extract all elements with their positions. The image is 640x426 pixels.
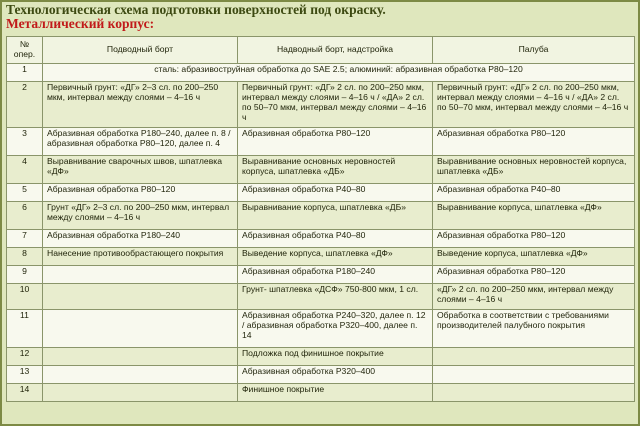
cell-underwater	[43, 284, 238, 310]
cell-deck: Абразивная обработка Р40–80	[433, 184, 635, 202]
row-number: 2	[7, 82, 43, 128]
table-row	[7, 248, 635, 266]
cell-underwater: Нанесение противообрастающего покрытия	[43, 248, 238, 266]
table-row	[7, 156, 635, 184]
row-number: 10	[7, 284, 43, 310]
cell-underwater	[43, 366, 238, 384]
cell-deck: Выравнивание корпуса, шпатлевка «ДФ»	[433, 202, 635, 230]
cell-abovewater: Выведение корпуса, шпатлевка «ДФ»	[238, 248, 433, 266]
table-row	[7, 128, 635, 156]
table-row	[7, 384, 635, 402]
cell-deck: Первичный грунт: «ДГ» 2 сл. по 200–250 мкм, интервал между слоями – 4–16 ч / «ДА» 2 сл. по 50–70 мкм, интервал между слоями – 4–16 ч	[433, 82, 635, 128]
cell-deck	[433, 366, 635, 384]
cell-underwater: Выравнивание сварочных швов, шпатлевка «ДФ»	[43, 156, 238, 184]
row-number: 8	[7, 248, 43, 266]
row-number: 12	[7, 348, 43, 366]
table-row	[7, 202, 635, 230]
cell-underwater: Абразивная обработка Р80–120	[43, 184, 238, 202]
table-row	[7, 82, 635, 128]
row-number: 7	[7, 230, 43, 248]
table-row	[7, 284, 635, 310]
page-title: Технологическая схема подготовки поверхностей под окраску.	[6, 2, 386, 17]
row-number: 9	[7, 266, 43, 284]
row-number: 5	[7, 184, 43, 202]
row-number: 13	[7, 366, 43, 384]
cell-abovewater: Выравнивание корпуса, шпатлевка «ДБ»	[238, 202, 433, 230]
header-abovewater: Надводный борт, надстройка	[238, 37, 433, 64]
cell-underwater	[43, 348, 238, 366]
cell-abovewater: Подложка под финишное покрытие	[238, 348, 433, 366]
cell-deck: Абразивная обработка Р80–120	[433, 128, 635, 156]
cell-underwater: Абразивная обработка Р180–240	[43, 230, 238, 248]
header-num: № опер.	[7, 37, 43, 64]
header-deck: Палуба	[433, 37, 635, 64]
cell-underwater: Первичный грунт: «ДГ» 2–3 сл. по 200–250 мкм, интервал между слоями – 4–16 ч	[43, 82, 238, 128]
cell-underwater	[43, 384, 238, 402]
cell-abovewater: Абразивная обработка Р320–400	[238, 366, 433, 384]
process-table	[6, 36, 635, 402]
cell-underwater: Грунт «ДГ» 2–3 сл. по 200–250 мкм, интервал между слоями – 4–16 ч	[43, 202, 238, 230]
table-row	[7, 366, 635, 384]
cell-deck: Абразивная обработка Р80–120	[433, 230, 635, 248]
table-row	[7, 64, 635, 82]
cell-abovewater: Абразивная обработка Р40–80	[238, 230, 433, 248]
cell-deck	[433, 348, 635, 366]
cell-deck: «ДГ» 2 сл. по 200–250 мкм, интервал между слоями – 4–16 ч	[433, 284, 635, 310]
page-subtitle: Металлический корпус:	[6, 16, 155, 31]
cell-abovewater: Грунт- шпатлевка «ДСФ» 750-800 мкм, 1 сл.	[238, 284, 433, 310]
cell-deck: Обработка в соответствии с требованиями производителей палубного покрытия	[433, 310, 635, 348]
cell-deck: Выведение корпуса, шпатлевка «ДФ»	[433, 248, 635, 266]
cell-underwater	[43, 266, 238, 284]
table-row	[7, 310, 635, 348]
row-all-surfaces: сталь: абразивоструйная обработка до SAE 2.5; алюминий: абразивная обработка Р80–120	[43, 64, 635, 82]
table-row	[7, 230, 635, 248]
table-row	[7, 266, 635, 284]
row-number: 14	[7, 384, 43, 402]
table-row	[7, 184, 635, 202]
row-number: 1	[7, 64, 43, 82]
cell-deck: Абразивная обработка Р80–120	[433, 266, 635, 284]
cell-deck: Выравнивание основных неровностей корпуса, шпатлевка «ДБ»	[433, 156, 635, 184]
cell-abovewater: Выравнивание основных неровностей корпуса, шпатлевка «ДБ»	[238, 156, 433, 184]
table-row	[7, 348, 635, 366]
cell-abovewater: Абразивная обработка Р240–320, далее п. 12 / абразивная обработка Р320–400, далее п. 14	[238, 310, 433, 348]
row-number: 4	[7, 156, 43, 184]
cell-abovewater: Абразивная обработка Р180–240	[238, 266, 433, 284]
header-underwater: Подводный борт	[43, 37, 238, 64]
row-number: 6	[7, 202, 43, 230]
cell-abovewater: Финишное покрытие	[238, 384, 433, 402]
row-number: 3	[7, 128, 43, 156]
cell-underwater	[43, 310, 238, 348]
cell-underwater: Абразивная обработка Р180–240, далее п. 8 / абразивная обработка Р80–120, далее п. 4	[43, 128, 238, 156]
row-number: 11	[7, 310, 43, 348]
cell-deck	[433, 384, 635, 402]
cell-abovewater: Первичный грунт: «ДГ» 2 сл. по 200–250 мкм, интервал между слоями – 4–16 ч / «ДА» 2 сл. по 50–70 мкм, интервал между слоями – 4–16 ч	[238, 82, 433, 128]
cell-abovewater: Абразивная обработка Р80–120	[238, 128, 433, 156]
cell-abovewater: Абразивная обработка Р40–80	[238, 184, 433, 202]
